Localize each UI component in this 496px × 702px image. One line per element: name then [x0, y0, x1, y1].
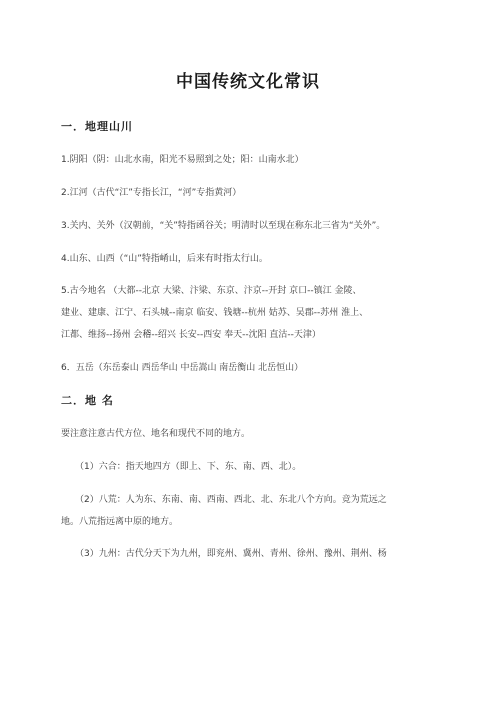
paragraph-item: 2.江河（古代“江”专指长江，“河”专指黄河） [61, 188, 242, 198]
paragraph-item: 建业、建康、江宁、石头城--南京 临安、钱塘--杭州 姑苏、吴郡--苏州 淮上、 [61, 308, 369, 318]
section-heading-geography: 一．地理山川 [61, 120, 133, 133]
paragraph-item: 江都、维扬--扬州 会稽--绍兴 长安--西安 奉天--沈阳 直沽--天津） [61, 330, 321, 340]
paragraph-item: 1.阴阳（阴：山北水南，阳光不易照到之处；阳：山南水北） [61, 155, 304, 165]
paragraph-item: （3）九州：古代分天下为九州，即兖州、冀州、青州、徐州、豫州、荆州、杨 [75, 549, 387, 559]
paragraph-item: 4.山东、山西（“山”特指崤山，后来有时指太行山。 [61, 254, 268, 264]
paragraph-item: （2）八荒：人为东、东南、南、西南、西北、北、东北八个方向。竞为荒远之 [75, 495, 387, 505]
paragraph-intro: 要注意注意古代方位、地名和现代不同的地方。 [61, 429, 251, 439]
paragraph-item: 地。八荒指远离中原的地方。 [61, 517, 179, 527]
paragraph-item: 6．五岳（东岳泰山 西岳华山 中岳嵩山 南岳衡山 北岳恒山） [61, 363, 304, 373]
section-heading-place-names: 二．地 名 [61, 394, 114, 407]
document-title: 中国传统文化常识 [176, 72, 320, 92]
paragraph-item: 3.关内、关外（汉朝前，“关”特指函谷关；明清时以至现在称东北三省为“关外”。 [61, 221, 386, 231]
paragraph-item: （1）六合：指天地四方（即上、下、东、南、西、北）。 [75, 462, 302, 472]
paragraph-item: 5.古今地名 （大都--北京 大梁、汴梁、东京、汴京--开封 京口--镇江 金陵、 [61, 286, 362, 296]
